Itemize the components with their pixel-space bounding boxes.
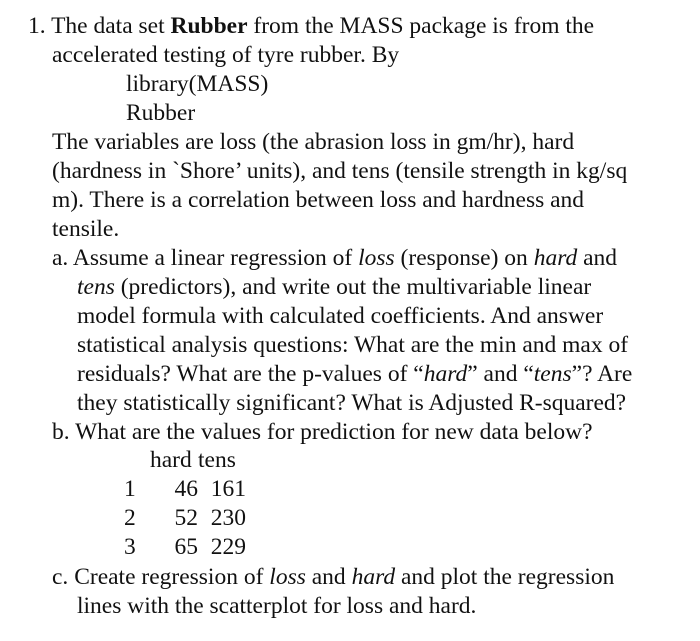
part-c-line-1: c. Create regression of loss and hard and plot the regression: [52, 564, 615, 590]
part-a-line-4: statistical analysis questions: What are the min and max of: [77, 332, 629, 358]
row-index: 1: [124, 476, 136, 502]
part-a-line-5: residuals? What are the p-values of “hard” and “tens”? Are: [77, 361, 633, 387]
variables-line-4: tensile.: [52, 216, 120, 242]
part-b-line-1: b. What are the values for prediction for new data below?: [52, 419, 593, 445]
cell-hard: 52: [174, 505, 198, 531]
cell-tens: 161: [210, 476, 246, 502]
table-row: [124, 504, 246, 533]
cell-tens: 229: [210, 534, 246, 560]
question-intro-line-1: 1. The data set Rubber from the MASS package is from the: [28, 13, 595, 39]
table-header-tens: tens: [198, 447, 236, 473]
row-index: 2: [124, 505, 136, 531]
part-b-label: b.: [52, 419, 70, 445]
cell-tens: 230: [210, 505, 246, 531]
part-a-label: a.: [52, 245, 69, 271]
dataset-name: Rubber: [170, 13, 248, 39]
cell-hard: 65: [174, 534, 198, 560]
code-line-library: library(MASS): [126, 71, 269, 97]
part-a-line-6: they statistically significant? What is Adjusted R-squared?: [77, 390, 627, 416]
part-a-line-2: tens (predictors), and write out the multivariable linear: [77, 274, 592, 300]
question-number: 1.: [28, 13, 46, 39]
part-c-label: c.: [52, 564, 69, 590]
part-a-line-3: model formula with calculated coefficients. And answer: [77, 303, 604, 329]
row-index: 3: [124, 534, 136, 560]
code-line-rubber: Rubber: [126, 100, 196, 126]
variables-line-3: m). There is a correlation between loss and hardness and: [52, 187, 585, 213]
part-a-line-1: a. Assume a linear regression of loss (response) on hard and: [52, 245, 618, 271]
table-header-hard: hard: [150, 447, 192, 473]
variables-line-2: (hardness in `Shore’ units), and tens (tensile strength in kg/sq: [52, 158, 628, 184]
variables-line-1: The variables are loss (the abrasion loss in gm/hr), hard: [52, 129, 575, 155]
table-row: [124, 475, 246, 504]
new-data-table: [124, 446, 246, 562]
part-c-line-2: lines with the scatterplot for loss and hard.: [77, 593, 477, 619]
table-header-row: [124, 446, 246, 475]
cell-hard: 46: [174, 476, 198, 502]
question-intro-line-2: accelerated testing of tyre rubber. By: [52, 42, 400, 68]
table-row: [124, 533, 246, 562]
